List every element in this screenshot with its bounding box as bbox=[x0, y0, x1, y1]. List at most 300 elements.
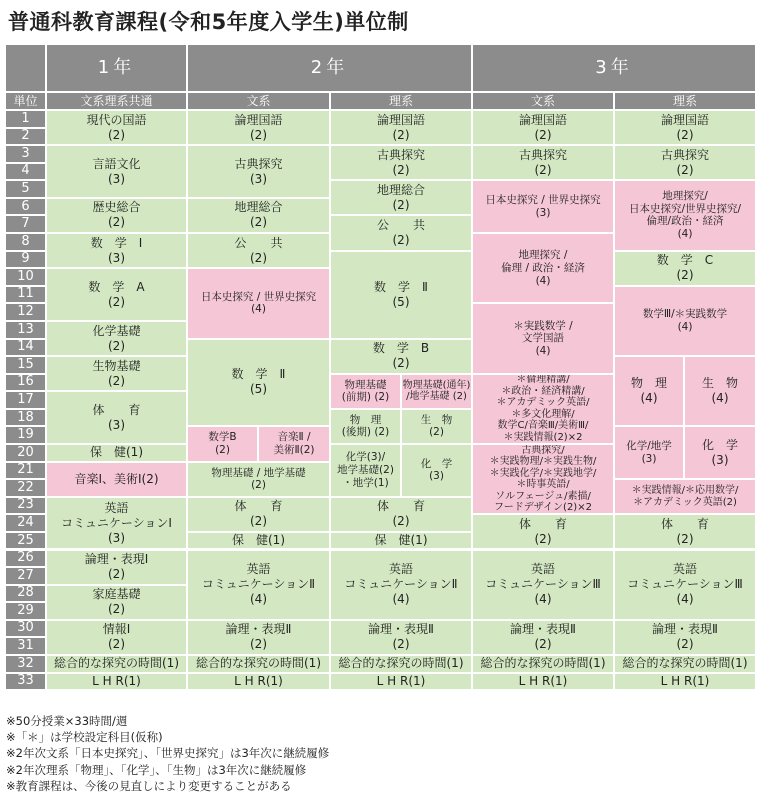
course-cell bbox=[46, 268, 187, 321]
course-cell bbox=[330, 339, 472, 374]
cell-text: 4 bbox=[21, 163, 30, 179]
cell-text: (2) bbox=[392, 197, 410, 212]
cell-text: 19 bbox=[17, 427, 34, 443]
cell-text: (4) bbox=[534, 592, 552, 607]
cell-text: (2) bbox=[108, 567, 125, 582]
year-header bbox=[472, 44, 756, 92]
row-number bbox=[5, 163, 46, 181]
row-number bbox=[5, 251, 46, 269]
course-cell bbox=[614, 110, 756, 145]
cell-text: 英語 bbox=[246, 562, 271, 577]
cell-text: 物 理 bbox=[630, 376, 667, 391]
row-number bbox=[5, 321, 46, 339]
cell-text: 論理国語 bbox=[518, 112, 567, 127]
sub-header bbox=[5, 92, 46, 110]
cell-text: 公 共 bbox=[376, 218, 425, 233]
row-number bbox=[5, 673, 46, 691]
cell-text: 22 bbox=[17, 479, 34, 495]
cell-text: 物理基礎 bbox=[344, 378, 387, 391]
course-cell bbox=[46, 673, 187, 691]
course-cell bbox=[46, 356, 187, 391]
cell-text: 2年 bbox=[310, 56, 349, 78]
cell-text: (2) bbox=[534, 162, 552, 177]
cell-text: 化学(3)/ bbox=[345, 451, 386, 464]
cell-text: (3) bbox=[108, 250, 125, 265]
cell-text: (2) bbox=[392, 233, 410, 248]
cell-text: (2) bbox=[108, 127, 125, 142]
cell-text: コミュニケーションⅢ bbox=[485, 577, 601, 592]
course-cell bbox=[46, 550, 187, 585]
cell-text: 論理・表現Ⅱ bbox=[225, 622, 292, 637]
course-cell bbox=[187, 550, 330, 620]
course-cell bbox=[472, 673, 614, 691]
row-number bbox=[5, 550, 46, 568]
cell-text: (2) bbox=[676, 127, 694, 142]
cell-text: (2) bbox=[392, 162, 410, 177]
course-cell bbox=[187, 462, 330, 497]
cell-text: (2) bbox=[429, 426, 444, 439]
cell-text: 10 bbox=[17, 268, 34, 284]
year-header bbox=[46, 44, 187, 92]
cell-text: 33 bbox=[17, 673, 34, 689]
course-cell bbox=[472, 180, 614, 233]
cell-text: 英語 bbox=[672, 562, 697, 577]
cell-text: (2) bbox=[108, 637, 125, 652]
cell-text: 美術Ⅱ(2) bbox=[273, 444, 315, 457]
course-cell bbox=[472, 110, 614, 145]
cell-text: 数 学 Ⅱ bbox=[231, 367, 286, 382]
cell-text: 数 学 C bbox=[656, 253, 714, 268]
cell-text: 地理探究 / bbox=[518, 249, 568, 262]
cell-text: 11 bbox=[17, 286, 34, 302]
cell-text: 地理総合 bbox=[234, 200, 283, 215]
cell-text: (2) bbox=[250, 514, 267, 529]
cell-text: (4) bbox=[535, 344, 551, 357]
cell-text: (4) bbox=[392, 592, 410, 607]
cell-text: 7 bbox=[21, 216, 30, 232]
cell-text: 生物基礎 bbox=[92, 358, 141, 373]
course-cell bbox=[187, 110, 330, 145]
row-number bbox=[5, 514, 46, 532]
course-cell bbox=[330, 374, 401, 409]
course-cell bbox=[472, 374, 614, 444]
cell-text: 18 bbox=[17, 409, 34, 425]
course-cell bbox=[472, 514, 614, 549]
course-cell bbox=[472, 655, 614, 673]
cell-text: (2) bbox=[676, 268, 694, 283]
cell-text: 英語 bbox=[388, 562, 413, 577]
course-cell bbox=[330, 655, 472, 673]
course-cell bbox=[684, 356, 756, 426]
cell-text: (4) bbox=[640, 391, 658, 406]
course-cell bbox=[330, 497, 472, 532]
cell-text: 13 bbox=[17, 321, 34, 337]
cell-text: (4) bbox=[535, 274, 551, 287]
course-cell bbox=[187, 339, 330, 427]
course-cell bbox=[614, 655, 756, 673]
cell-text: 倫理 / 政治・経済 bbox=[501, 261, 585, 274]
cell-text: (2) bbox=[676, 637, 694, 652]
course-cell bbox=[472, 444, 614, 514]
cell-text: ＊政治・経済精講/ bbox=[501, 385, 585, 397]
row-number bbox=[5, 567, 46, 585]
cell-text: 26 bbox=[17, 550, 34, 566]
cell-text: (4) bbox=[251, 303, 266, 316]
cell-text: 総合的な探究の時間(1) bbox=[196, 656, 321, 671]
course-cell bbox=[614, 550, 756, 620]
row-number bbox=[5, 655, 46, 673]
course-cell bbox=[330, 673, 472, 691]
cell-text: コミュニケーションⅡ bbox=[201, 577, 316, 592]
cell-text: (2) bbox=[108, 294, 125, 309]
cell-text: 論理国語 bbox=[376, 112, 425, 127]
cell-text: 総合的な探究の時間(1) bbox=[622, 656, 748, 671]
cell-text: ＊倫理精講/ bbox=[516, 374, 570, 386]
cell-text: 論理・表現Ⅱ bbox=[652, 622, 718, 637]
course-cell bbox=[46, 391, 187, 444]
cell-text: ＊実践情報/＊応用数学/ bbox=[631, 485, 739, 497]
course-cell bbox=[330, 409, 401, 444]
sub-header bbox=[472, 92, 614, 110]
cell-text: 化 学 bbox=[420, 457, 453, 470]
cell-text: 家庭基礎 bbox=[92, 587, 141, 602]
cell-text: 古典探究 bbox=[376, 147, 425, 162]
course-cell bbox=[401, 409, 472, 444]
cell-text: 数学C/音楽Ⅲ/美術Ⅲ/ bbox=[497, 420, 589, 432]
cell-text: 古典探究/ bbox=[521, 444, 565, 456]
row-number bbox=[5, 462, 46, 480]
course-cell bbox=[472, 233, 614, 303]
row-number bbox=[5, 303, 46, 321]
cell-text: (3) bbox=[711, 452, 729, 467]
cell-text: 地理総合 bbox=[376, 182, 425, 197]
cell-text: 8 bbox=[21, 233, 30, 249]
cell-text: 論理国語 bbox=[660, 112, 709, 127]
cell-text: 体 育 bbox=[234, 499, 283, 514]
page-title: 普通科教育課程(令和5年度入学生)単位制 bbox=[8, 10, 409, 34]
cell-text: L H R(1) bbox=[234, 673, 283, 688]
footnote: ※「＊」は学校設定科目(仮称) bbox=[6, 730, 163, 745]
cell-text: (3) bbox=[108, 417, 125, 432]
row-number bbox=[5, 602, 46, 620]
course-cell bbox=[472, 550, 614, 620]
cell-text: 文系理系共通 bbox=[80, 93, 153, 108]
cell-text: 16 bbox=[17, 374, 34, 390]
cell-text: 数 学 A bbox=[88, 279, 145, 294]
cell-text: コミュニケーションⅢ bbox=[627, 577, 743, 592]
cell-text: (5) bbox=[250, 382, 267, 397]
cell-text: 理系 bbox=[388, 93, 413, 108]
course-cell bbox=[187, 532, 330, 550]
row-number bbox=[5, 409, 46, 427]
row-number bbox=[5, 339, 46, 357]
course-cell bbox=[187, 198, 330, 233]
row-number bbox=[5, 128, 46, 146]
cell-text: 31 bbox=[17, 638, 34, 654]
course-cell bbox=[401, 374, 472, 409]
cell-text: (2) bbox=[534, 127, 552, 142]
cell-text: ＊実践数学 / bbox=[513, 319, 573, 332]
course-cell bbox=[330, 215, 472, 250]
cell-text: 文系 bbox=[530, 93, 555, 108]
cell-text: 32 bbox=[17, 655, 34, 671]
cell-text: ＊多文化理解/ bbox=[511, 408, 575, 420]
cell-text: (2) bbox=[108, 373, 125, 388]
sub-header bbox=[46, 92, 187, 110]
cell-text: (3) bbox=[429, 470, 444, 483]
cell-text: (4) bbox=[711, 391, 729, 406]
cell-text: (3) bbox=[108, 171, 125, 186]
cell-text: L H R(1) bbox=[376, 673, 426, 688]
cell-text: ＊実践化学/＊実践地学/ bbox=[489, 467, 597, 479]
cell-text: 2 bbox=[21, 128, 30, 144]
cell-text: 3年 bbox=[595, 56, 633, 78]
row-number bbox=[5, 374, 46, 392]
cell-text: (4) bbox=[250, 592, 267, 607]
cell-text: 歴史総合 bbox=[92, 200, 141, 215]
cell-text: 英語 bbox=[104, 500, 129, 515]
cell-text: 文系 bbox=[246, 93, 271, 108]
course-cell bbox=[614, 426, 684, 479]
row-number bbox=[5, 180, 46, 198]
course-cell bbox=[46, 110, 187, 145]
cell-text: (4) bbox=[676, 592, 694, 607]
cell-text: (2) bbox=[108, 602, 125, 617]
cell-text: 論理・表現Ⅱ bbox=[368, 622, 434, 637]
cell-text: ＊実践物理/＊実践生物/ bbox=[489, 456, 597, 468]
footnote: ※2年次理系「物理」、「化学」、「生物」は3年次に継続履修 bbox=[6, 762, 307, 777]
cell-text: ソルフェージュ/素描/ bbox=[495, 490, 591, 502]
course-cell bbox=[472, 145, 614, 180]
row-number bbox=[5, 145, 46, 163]
cell-text: ＊時事英語/ bbox=[516, 479, 570, 491]
course-cell bbox=[46, 585, 187, 620]
course-cell bbox=[472, 620, 614, 655]
cell-text: ＊アカデミック英語(2) bbox=[633, 496, 737, 508]
cell-text: (2) bbox=[392, 514, 410, 529]
course-cell bbox=[187, 268, 330, 338]
cell-text: 英語 bbox=[530, 562, 555, 577]
cell-text: 古典探究 bbox=[660, 147, 709, 162]
cell-text: 総合的な探究の時間(1) bbox=[480, 656, 606, 671]
cell-text: (2) bbox=[250, 215, 267, 230]
cell-text: 物理基礎 / 地学基礎 bbox=[211, 466, 306, 479]
footnote: ※教育課程は、今後の見直しにより変更することがある bbox=[6, 778, 292, 793]
course-cell bbox=[258, 426, 330, 461]
course-cell bbox=[187, 673, 330, 691]
cell-text: 29 bbox=[17, 602, 34, 618]
sub-header bbox=[330, 92, 472, 110]
cell-text: 20 bbox=[17, 444, 34, 460]
cell-text: 24 bbox=[17, 515, 34, 530]
cell-text: 数学B bbox=[208, 431, 237, 444]
course-cell bbox=[614, 286, 756, 356]
row-number bbox=[5, 426, 46, 444]
course-cell bbox=[330, 620, 472, 655]
course-cell bbox=[46, 198, 187, 233]
cell-text: (後期) (2) bbox=[341, 426, 390, 439]
cell-text: 12 bbox=[17, 304, 34, 320]
cell-text: 化学基礎 bbox=[92, 323, 141, 338]
course-cell bbox=[330, 110, 472, 145]
cell-text: (2) bbox=[250, 127, 267, 142]
cell-text: 論理・表現Ⅰ bbox=[84, 552, 149, 567]
cell-text: (2) bbox=[108, 338, 125, 353]
cell-text: 27 bbox=[17, 567, 34, 583]
cell-text: (2) bbox=[676, 162, 694, 177]
course-cell bbox=[684, 426, 756, 479]
course-cell bbox=[614, 180, 756, 250]
row-number bbox=[5, 110, 46, 128]
cell-text: 生 物 bbox=[420, 413, 453, 426]
cell-text: 論理国語 bbox=[234, 112, 283, 127]
sub-header bbox=[614, 92, 756, 110]
cell-text: 数 学 B bbox=[372, 341, 430, 356]
course-cell bbox=[330, 550, 472, 620]
cell-text: L H R(1) bbox=[518, 673, 568, 688]
cell-text: 古典探究 bbox=[234, 156, 283, 171]
cell-text: (2) bbox=[250, 250, 267, 265]
cell-text: 28 bbox=[17, 585, 34, 601]
course-cell bbox=[614, 479, 756, 514]
cell-text: 保 健(1) bbox=[90, 445, 143, 460]
cell-text: 日本史探究 / 世界史探究 bbox=[200, 290, 317, 303]
cell-text: (4) bbox=[677, 228, 693, 241]
cell-text: (3) bbox=[535, 206, 551, 219]
course-cell bbox=[46, 497, 187, 550]
cell-text: 化学/地学 bbox=[626, 440, 672, 453]
cell-text: 倫理/政治・経済 bbox=[646, 215, 724, 228]
cell-text: (前期) (2) bbox=[341, 391, 390, 404]
cell-text: 言語文化 bbox=[92, 156, 141, 171]
course-cell bbox=[614, 514, 756, 549]
cell-text: 単位 bbox=[13, 93, 38, 108]
row-number bbox=[5, 215, 46, 233]
row-number bbox=[5, 585, 46, 603]
cell-text: 体 育 bbox=[376, 499, 425, 514]
cell-text: フードデザイン(2)×2 bbox=[494, 502, 592, 514]
course-cell bbox=[46, 444, 187, 462]
course-cell bbox=[614, 620, 756, 655]
course-cell bbox=[401, 444, 472, 497]
cell-text: (2) bbox=[534, 637, 552, 652]
cell-text: 総合的な探究の時間(1) bbox=[338, 656, 464, 671]
course-cell bbox=[187, 145, 330, 198]
course-cell bbox=[187, 233, 330, 268]
cell-text: 6 bbox=[21, 198, 30, 214]
course-cell bbox=[614, 251, 756, 286]
sub-header bbox=[187, 92, 330, 110]
cell-text: コミュニケーションⅡ bbox=[344, 577, 458, 592]
course-cell bbox=[46, 233, 187, 268]
course-cell bbox=[46, 145, 187, 198]
cell-text: ・地学(1) bbox=[342, 476, 389, 489]
course-cell bbox=[330, 145, 472, 180]
row-number bbox=[5, 497, 46, 515]
year-header bbox=[187, 44, 472, 92]
row-number bbox=[5, 637, 46, 655]
row-number bbox=[5, 479, 46, 497]
footnotes bbox=[6, 713, 329, 794]
course-cell bbox=[187, 426, 258, 461]
cell-text: 日本史探究 / 世界史探究 bbox=[485, 194, 601, 207]
cell-text: (2) bbox=[534, 531, 552, 546]
cell-text: 物理基礎(通年) bbox=[402, 379, 471, 391]
cell-text: 論理・表現Ⅱ bbox=[510, 622, 576, 637]
row-number bbox=[5, 198, 46, 216]
cell-text: 14 bbox=[17, 339, 34, 355]
cell-text: 5 bbox=[21, 180, 30, 196]
cell-text: 30 bbox=[17, 620, 34, 636]
cell-text: (2) bbox=[392, 637, 410, 652]
cell-text: 9 bbox=[21, 251, 30, 267]
cell-text: 生 物 bbox=[701, 376, 738, 391]
cell-text: 総合的な探究の時間(1) bbox=[54, 656, 179, 671]
cell-text: (4) bbox=[677, 320, 693, 333]
cell-text: 古典探究 bbox=[518, 147, 567, 162]
row-number bbox=[5, 268, 46, 286]
cell-text: 地理探究/ bbox=[662, 190, 708, 203]
cell-text: ＊アカデミック英語/ bbox=[496, 397, 590, 409]
cell-text: 体 育 bbox=[92, 402, 141, 417]
cell-text: 保 健(1) bbox=[374, 533, 428, 548]
course-cell bbox=[187, 620, 330, 655]
course-cell bbox=[330, 444, 401, 497]
row-number bbox=[5, 356, 46, 374]
cell-text: 1年 bbox=[97, 56, 136, 78]
course-cell bbox=[472, 303, 614, 373]
cell-text: (2) bbox=[108, 215, 125, 230]
cell-text: (5) bbox=[392, 294, 410, 309]
course-cell bbox=[46, 655, 187, 673]
cell-text: (3) bbox=[108, 530, 125, 545]
cell-text: /地学基礎 (2) bbox=[406, 391, 467, 403]
cell-text: (2) bbox=[250, 637, 267, 652]
cell-text: 音楽Ⅱ / bbox=[277, 431, 311, 444]
course-cell bbox=[614, 673, 756, 691]
cell-text: (2) bbox=[676, 531, 694, 546]
cell-text: (3) bbox=[250, 171, 267, 186]
cell-text: L H R(1) bbox=[660, 673, 710, 688]
row-number bbox=[5, 532, 46, 550]
cell-text: 音楽Ⅰ、美術Ⅰ(2) bbox=[74, 471, 159, 486]
cell-text: 17 bbox=[17, 391, 34, 407]
cell-text: (2) bbox=[251, 479, 266, 492]
cell-text: 1 bbox=[21, 110, 30, 126]
cell-text: 文学国語 bbox=[522, 332, 564, 345]
cell-text: 23 bbox=[17, 497, 34, 513]
cell-text: (2) bbox=[392, 127, 410, 142]
cell-text: 情報Ⅰ bbox=[102, 622, 131, 637]
footnote: ※2年次文系「日本史探究」、「世界史探究」は3年次に継続履修 bbox=[6, 746, 330, 761]
cell-text: 数学Ⅲ/＊実践数学 bbox=[642, 308, 728, 321]
cell-text: (2) bbox=[215, 444, 230, 457]
course-cell bbox=[330, 532, 472, 550]
cell-text: ＊実践情報(2)×2 bbox=[503, 431, 583, 443]
cell-text: 物 理 bbox=[349, 413, 382, 426]
course-cell bbox=[46, 620, 187, 655]
course-cell bbox=[187, 497, 330, 532]
cell-text: 体 育 bbox=[660, 516, 709, 531]
cell-text: 保 健(1) bbox=[232, 533, 285, 548]
course-cell bbox=[614, 145, 756, 180]
row-number bbox=[5, 391, 46, 409]
cell-text: 理系 bbox=[672, 93, 697, 108]
cell-text: 数 学 Ⅱ bbox=[374, 279, 428, 294]
course-cell bbox=[46, 462, 187, 497]
cell-text: 15 bbox=[17, 356, 34, 372]
cell-text: 数 学 Ⅰ bbox=[90, 235, 143, 250]
